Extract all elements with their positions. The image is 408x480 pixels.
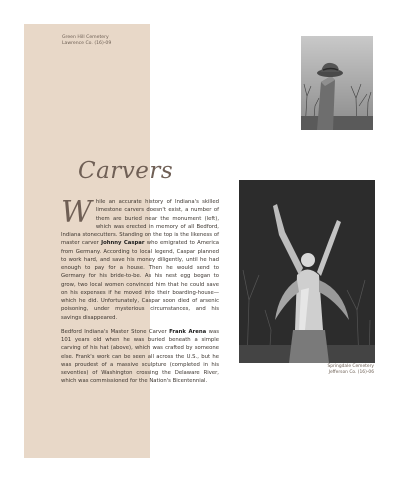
carver-name-arena: Frank Arena	[169, 328, 207, 335]
paragraph-2	[61, 328, 219, 386]
article-body	[61, 195, 219, 392]
carver-name-caspar: Johnny Caspar	[101, 240, 145, 247]
paragraph-1	[61, 195, 219, 322]
caption-top-line2: Lawrence Co. (16)-09	[62, 41, 112, 46]
hat-monument-photo	[301, 36, 373, 130]
right-photo-caption	[327, 364, 374, 375]
caption-right-line1: Springdale Cemetery	[327, 364, 374, 369]
caption-top-line1: Green Hill Cemetery	[62, 35, 109, 40]
page-title: Carvers	[78, 158, 174, 184]
drop-cap: W	[61, 195, 92, 230]
paragraph-1-text-b: who emigrated to America from Germany. According to local legend, Caspar planned to work hard, and save his money diligently, until he had enough to pay for a house. Then he would send to Germany for his bride-to-be. As his nest egg began to grow, two local women convinced him that he could save on his expenses if he moved into their boarding-house—which he did. Unfortunately, Caspar soon died of arsenic poisoning, under mysterious circumstances, and his savings disappeared.	[61, 240, 219, 321]
paragraph-2-text-a: Bedford Indiana's Master Stone Carver	[61, 328, 170, 335]
paragraph-1-text-a: hile an accurate history of Indiana's skilled limestone carvers doesn't exist, a number of them are buried near the monument (left), which was erected in memory of all Bedford, Indiana stonecutters. Standing on the top is the likeness of master carver	[61, 199, 219, 247]
paragraph-2-text-b: was 101 years old when he was buried beneath a simple carving of his hat (above), which was crafted by someone else. Frank's work can be seen all across the U.S., but he was proudest of a massive sculpture (completed in his seventies) of Washington crossing the Delaware River, which was commissioned for the Nation's Bicentennial.	[61, 328, 219, 385]
caption-right-line2: Jefferson Co. (16)-06	[328, 369, 374, 375]
top-left-caption	[62, 35, 111, 47]
angel-statue-photo	[239, 180, 375, 363]
